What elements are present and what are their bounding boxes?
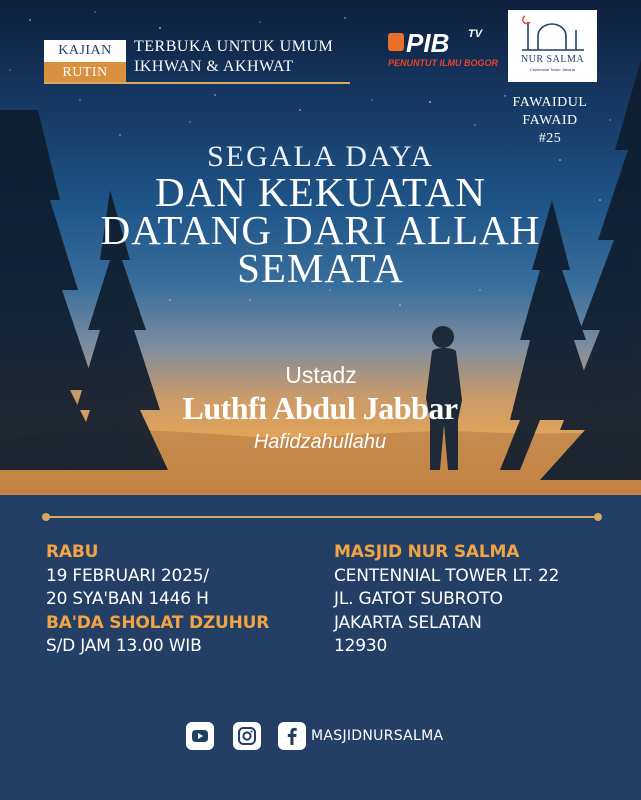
pib-tv-logo	[388, 28, 498, 74]
facebook-icon[interactable]	[278, 722, 306, 750]
headline-line1: SEGALA DAYA	[207, 140, 434, 173]
instagram-icon[interactable]	[233, 722, 261, 750]
venue-block	[334, 541, 559, 659]
pib-tagline: PENUNTUT ILMU BOGOR	[388, 58, 498, 68]
speaker-name: Luthfi Abdul Jabbar	[182, 390, 458, 426]
event-day: RABU	[46, 542, 99, 562]
kajian-tag: KAJIAN	[44, 40, 126, 62]
speaker-honorific: Hafidzahullahu	[253, 431, 387, 453]
headline-line3: DATANG DARI ALLAH	[100, 207, 541, 253]
pib-logo-name: PIB	[406, 28, 450, 58]
mosque-icon	[508, 10, 597, 54]
open-to-public-text: TERBUKA UNTUK UMUM	[134, 38, 334, 55]
social-handle[interactable]: MASJIDNURSALMA	[311, 728, 444, 744]
headline-line2: DAN KEKUATAN	[155, 169, 486, 215]
schedule-block	[46, 541, 269, 659]
pib-tv-label: TV	[468, 28, 483, 40]
venue-address-line2: JL. GATOT SUBROTO	[334, 589, 503, 609]
venue-address-line3: JAKARTA SELATAN	[334, 612, 482, 633]
pib-mark-icon	[388, 33, 404, 51]
headline-line4: SEMATA	[237, 245, 404, 291]
nur-salma-name: NUR SALMA	[520, 54, 585, 65]
event-date-gregorian: 19 FEBRUARI 2025/	[46, 565, 209, 586]
series-number: #25	[538, 131, 562, 146]
nur-salma-subtitle: Centennial Tower Jakarta	[529, 67, 576, 72]
event-date-hijri: 20 SYA'BAN 1446 H	[46, 589, 209, 609]
venue-name: MASJID NUR SALMA	[334, 542, 520, 562]
nur-salma-logo	[508, 10, 597, 82]
speaker-title: Ustadz	[285, 362, 357, 388]
event-end-time: S/D JAM 13.00 WIB	[46, 636, 202, 656]
header-underline	[44, 82, 350, 84]
event-start-time: BA'DA SHOLAT DZUHUR	[46, 612, 270, 633]
venue-postal-code: 12930	[334, 636, 388, 656]
rutin-tag: RUTIN	[44, 62, 126, 84]
series-title-line1: FAWAIDUL	[512, 95, 588, 110]
audience-text: IKHWAN & AKHWAT	[134, 58, 294, 75]
youtube-icon[interactable]	[186, 722, 214, 750]
venue-address-line1: CENTENNIAL TOWER LT. 22	[334, 565, 560, 586]
series-title-line2: FAWAID	[522, 113, 578, 128]
details-divider	[46, 516, 598, 518]
